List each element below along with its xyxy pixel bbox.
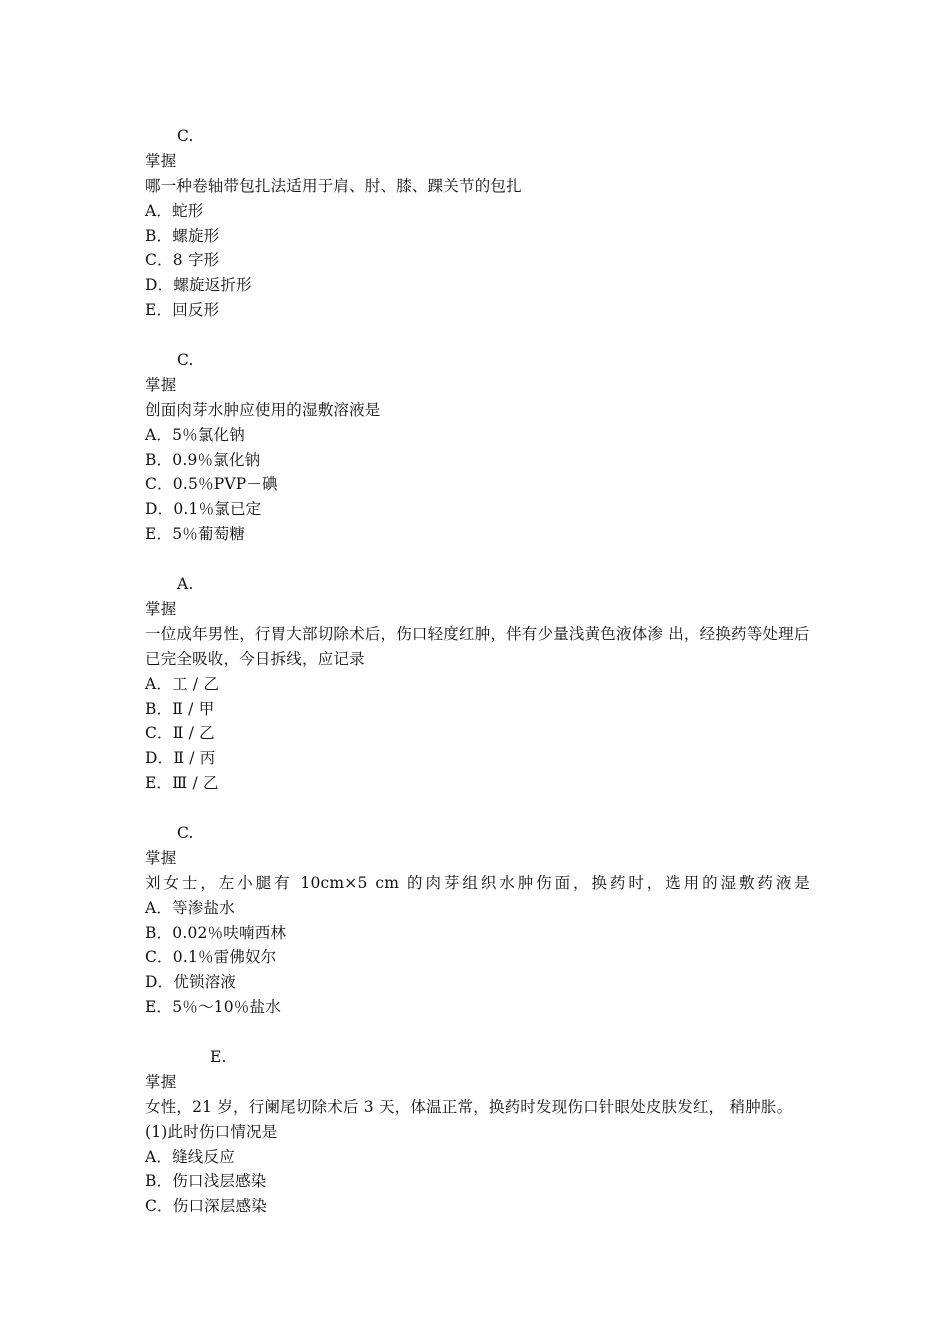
question-block bbox=[145, 348, 810, 572]
question-stem: 创面肉芽水肿应使用的湿敷溶液是 bbox=[145, 400, 381, 419]
option-d: D．螺旋返折形 bbox=[145, 276, 252, 295]
option-e: E．Ⅲ / 乙 bbox=[145, 774, 219, 793]
answer-key: E. bbox=[210, 1047, 227, 1066]
option-b: B．0.9％氯化钠 bbox=[145, 450, 261, 469]
mastery-level: 掌握 bbox=[145, 599, 177, 618]
option-e: E．5％葡萄糖 bbox=[145, 525, 246, 544]
option-b: B．Ⅱ / 甲 bbox=[145, 699, 215, 718]
question-stem: 女性，21 岁，行阑尾切除术后 3 天，体温正常，换药时发现伤口针眼处皮肤发红， 稍肿胀。 bbox=[145, 1097, 793, 1116]
option-c: C．0.1％雷佛奴尔 bbox=[145, 948, 277, 967]
question-list bbox=[145, 124, 810, 1219]
answer-key: C. bbox=[177, 127, 194, 145]
mastery-level: 掌握 bbox=[145, 848, 177, 867]
option-d: D．优锁溶液 bbox=[145, 973, 237, 992]
question-block bbox=[145, 124, 810, 348]
option-a: A．蛇形 bbox=[145, 201, 204, 220]
question-block bbox=[145, 821, 810, 1045]
question-stem: 刘女士，左小腿有 10cm×5 cm 的肉芽组织水肿伤面，换药时，选用的湿敷药液是 bbox=[145, 873, 810, 892]
option-a: A．等渗盐水 bbox=[145, 898, 235, 917]
answer-key: C. bbox=[177, 823, 194, 842]
answer-key: A. bbox=[177, 575, 194, 594]
mastery-level: 掌握 bbox=[145, 1072, 177, 1091]
blank-line bbox=[145, 547, 810, 572]
answer-key: C. bbox=[177, 351, 194, 370]
option-a: A．缝线反应 bbox=[145, 1147, 235, 1166]
mastery-level: 掌握 bbox=[145, 151, 177, 170]
option-e: E．5％～10％盐水 bbox=[145, 998, 281, 1017]
question-block bbox=[145, 572, 810, 821]
option-c: C．0.5％PVP－碘 bbox=[145, 475, 278, 494]
option-b: B．螺旋形 bbox=[145, 226, 220, 245]
option-a: A．工 / 乙 bbox=[145, 674, 220, 693]
option-c: C．伤口深层感染 bbox=[145, 1197, 267, 1216]
option-d: D．0.1％氯已定 bbox=[145, 500, 262, 519]
option-a: A．5％氯化钠 bbox=[145, 425, 245, 444]
option-c: C．8 字形 bbox=[145, 251, 220, 270]
question-stem: 哪一种卷轴带包扎法适用于肩、肘、膝、踝关节的包扎 bbox=[145, 176, 522, 195]
option-e: E．回反形 bbox=[145, 301, 220, 320]
blank-line bbox=[145, 1020, 810, 1045]
option-b: B．伤口浅层感染 bbox=[145, 1172, 267, 1191]
blank-line bbox=[145, 796, 810, 821]
question-stem: 一位成年男性，行胃大部切除术后，伤口轻度红肿，伴有少量浅黄色液体渗 出，经换药等处理后已完全吸收，今日拆线，应记录 bbox=[145, 624, 810, 668]
option-d: D．Ⅱ / 丙 bbox=[145, 749, 216, 768]
question-block bbox=[145, 1045, 810, 1219]
option-c: C．Ⅱ / 乙 bbox=[145, 724, 215, 743]
blank-line bbox=[145, 323, 810, 348]
sub-question: (1)此时伤口情况是 bbox=[145, 1122, 278, 1141]
mastery-level: 掌握 bbox=[145, 375, 177, 394]
option-b: B．0.02％呋喃西林 bbox=[145, 923, 287, 942]
